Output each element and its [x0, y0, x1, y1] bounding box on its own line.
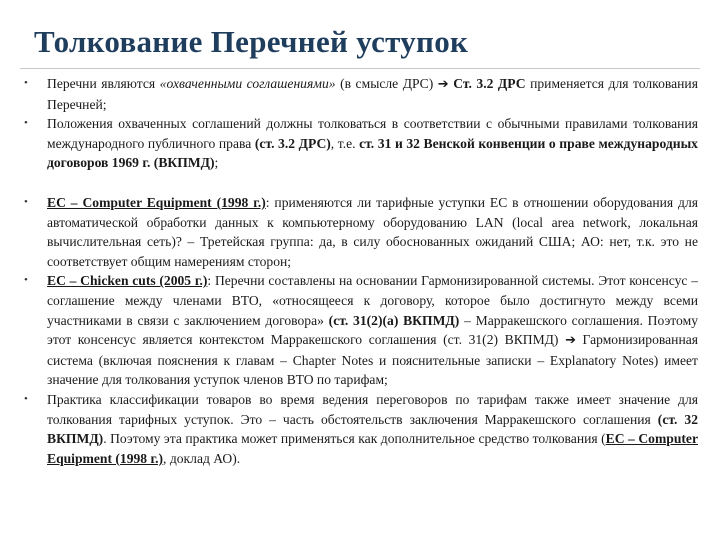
article-reference: Ст. 3.2 ДРС — [453, 76, 526, 91]
bullet-item-covered-agreements — [22, 74, 698, 114]
case-name: ЕС – Chicken cuts (2005 г.) — [47, 273, 208, 289]
bullet-item-computer-equipment — [22, 193, 698, 271]
bullet-icon: • — [24, 392, 28, 405]
bullet-icon: • — [24, 117, 28, 130]
bullet-item-chicken-cuts — [22, 271, 698, 390]
case-name: ЕС – Computer Equipment (1998 г.) — [47, 431, 698, 466]
article-reference: (ст. 3.2 ДРС) — [254, 135, 331, 151]
text-run: (в смысле ДРС) — [335, 76, 438, 91]
title-divider — [20, 68, 700, 69]
bullet-item-classification-practice — [22, 390, 698, 468]
bullet-list — [22, 74, 698, 468]
arrow-right-icon: ➔ — [565, 333, 576, 349]
text-run: ; — [214, 155, 219, 171]
case-name: ЕС – Computer Equipment (1998 г.) — [47, 194, 266, 210]
text-run: : Перечни составлены на основании Гармонизированной системы. Этот консенсус – соглашение между членами ВТО, «относящееся к договору, которое было достигнуто между всеми участниками в связи с заключением договора» — [47, 273, 698, 328]
spacer — [22, 173, 698, 193]
article-reference: ст. 31 и 32 Венской конвенции о праве международных договоров 1969 г. (ВКПМД) — [47, 135, 698, 171]
text-run: применяется для толкования Перечней; — [47, 76, 698, 112]
text-run: Гармонизированная система (включая пояснения к главам – Chapter Notes и пояснительные записки – Explanatory Notes) имеет значение для толкования уступок членов ВТО по тарифам; — [47, 332, 698, 388]
bullet-icon: • — [24, 274, 28, 287]
text-run: Перечни являются — [47, 76, 160, 91]
text-run: , доклад АО). — [163, 450, 241, 466]
text-run: , т.е. — [330, 135, 360, 151]
italic-term: «охваченными соглашениями» — [159, 76, 336, 91]
text-run: . Поэтому эта практика может применяться как дополнительное средство толкования ( — [103, 431, 606, 447]
bullet-item-interpretation-rules — [22, 114, 698, 173]
text-run: : применяются ли тарифные уступки ЕС в отношении оборудования для автоматической обработки данных к компьютерному оборудованию LAN (local area network, локальная вычислительная сеть)? – Третейская группа: да, в силу обоснованных ожиданий США; АО: нет, т.к. это не соответствует общим намерениям сторон; — [47, 194, 699, 269]
article-reference: (ст. 31(2)(а) ВКПМД) — [328, 312, 460, 328]
bullet-icon: • — [24, 77, 28, 89]
bullet-icon: • — [24, 195, 28, 208]
arrow-right-icon: ➔ — [437, 77, 449, 92]
text-run: – Марракешского соглашения. Поэтому этот консенсус является контекстом Марракешского соглашения (ст. 31(2) ВКПМД) — [47, 312, 698, 348]
slide-title: Толкование Перечней уступок — [34, 24, 469, 59]
text-run: Положения охваченных соглашений должны толковаться в соответствии с обычными правилами толкования международного публичного права — [47, 116, 698, 151]
text-run: Практика классификации товаров во время ведения переговоров по тарифам также имеет значение для толкования тарифных уступок. Это – часть обстоятельств заключения Марракешского соглашения — [47, 391, 698, 427]
article-reference: (ст. 32 ВКПМД) — [47, 411, 698, 447]
